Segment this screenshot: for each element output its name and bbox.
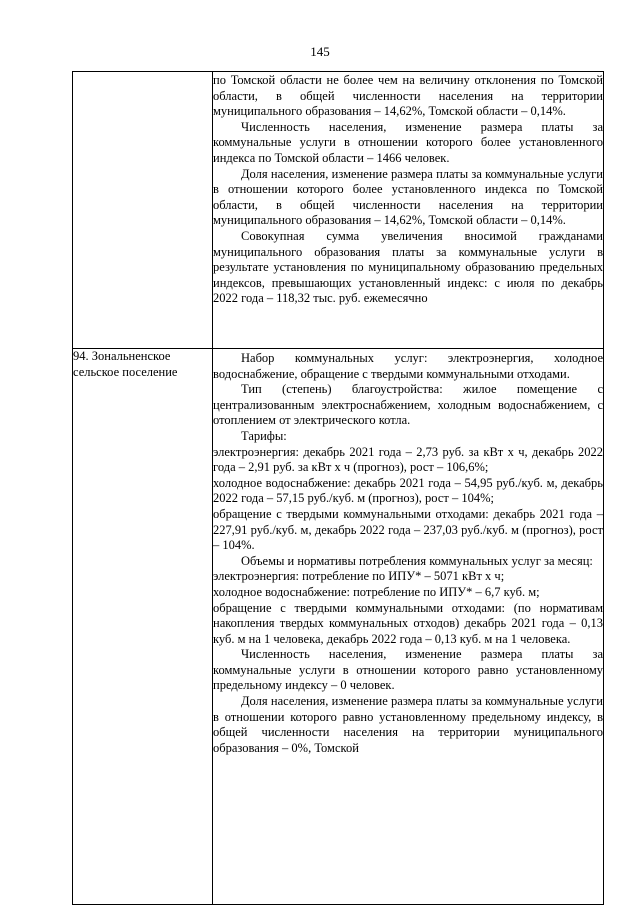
- paragraph: Объемы и нормативы потребления коммунальных услуг за месяц:: [241, 553, 593, 568]
- municipality-name-cell: 94. Зональненское сельское поселение: [73, 349, 213, 905]
- paragraph: обращение с твердыми коммунальными отходами: декабрь 2021 года – 227,91 руб./куб. м, декабрь 2022 года – 237,03 руб./куб. м (прогноз), рост – 104%.: [213, 506, 603, 553]
- paragraph: Набор коммунальных услуг: электроэнергия, холодное водоснабжение, обращение с твердыми коммунальными отходами.: [213, 351, 603, 381]
- paragraph: Доля населения, изменение размера платы за коммунальные услуги в отношении которого равно установленному предельному индексу, в общей численности населения на территории муниципального образования – 0%, Томской: [213, 694, 603, 755]
- paragraph: холодное водоснабжение: декабрь 2021 года – 54,95 руб./куб. м, декабрь 2022 года – 57,15 руб./куб. м (прогноз), рост – 104%;: [213, 475, 603, 506]
- paragraph: Тарифы:: [241, 428, 287, 443]
- paragraph: Доля населения, изменение размера платы за коммунальные услуги в отношении которого более установленного индекса по Томской области, в общей численности населения на территории муниципального образования – 14,62%, Томской области – 0,14%.: [213, 166, 603, 228]
- paragraph: электроэнергия: декабрь 2021 года – 2,73 руб. за кВт х ч, декабрь 2022 года – 2,91 руб. за кВт х ч (прогноз), рост – 106,6%;: [213, 444, 603, 475]
- description-cell: [213, 72, 604, 349]
- paragraph: электроэнергия: потребление по ИПУ* – 5071 кВт х ч;: [213, 569, 505, 584]
- paragraph: холодное водоснабжение: потребление по ИПУ* – 6,7 куб. м;: [213, 584, 540, 599]
- paragraph: Численность населения, изменение размера платы за коммунальные услуги в отношении которого равно установленному предельному индексу – 0 человек.: [213, 647, 603, 693]
- description-cell: [213, 349, 604, 905]
- municipality-name-cell: [73, 72, 213, 349]
- paragraph: Численность населения, изменение размера платы за коммунальные услуги в отношении которого более установленного индекса по Томской области – 1466 человек.: [213, 119, 603, 165]
- municipality-table: [72, 71, 604, 905]
- page-number: 145: [310, 44, 330, 59]
- table-row: [73, 349, 604, 905]
- paragraph: Тип (степень) благоустройства: жилое помещение с централизованным электроснабжением, холодным водоснабжением, с отоплением от электрического котла.: [213, 382, 603, 428]
- paragraph: обращение с твердыми коммунальными отходами: (по нормативам накопления твердых коммунальных отходов) декабрь 2021 года – 0,13 куб. м на 1 человека, декабрь 2022 года – 0,13 куб. м на 1 человека.: [213, 600, 603, 646]
- paragraph: по Томской области не более чем на величину отклонения по Томской области, в общей численности населения на территории муниципального образования – 14,62%, Томской области – 0,14%.: [213, 73, 603, 119]
- table-row: [73, 72, 604, 349]
- paragraph: Совокупная сумма увеличения вносимой гражданами муниципального образования платы за коммунальные услуги в результате установления по муниципальному образованию предельных индексов, превышающих установленный индекс: с июля по декабрь 2022 года – 118,32 тыс. руб. ежемесячно: [213, 228, 603, 306]
